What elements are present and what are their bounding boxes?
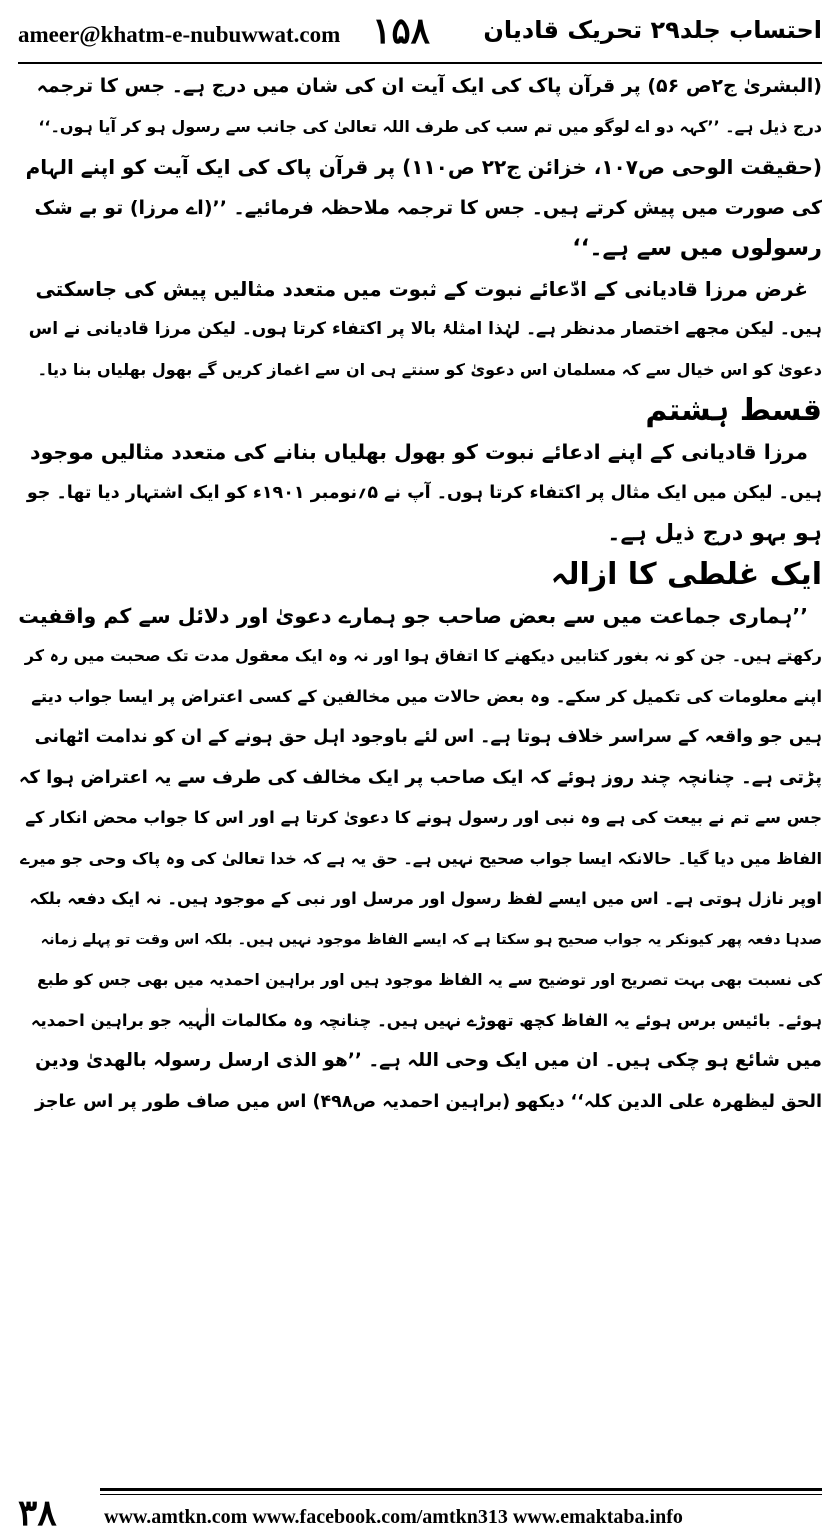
footer-page-number: ۳۸ xyxy=(18,1493,57,1533)
header-book-title: احتساب جلد۲۹ تحریک قادیان xyxy=(483,16,822,44)
section-heading: ایک غلطی کا ازالہ xyxy=(550,556,822,592)
text-line: ہیں۔ لیکن مجھے اختصار مدنظر ہے۔ لہٰذا امثلۂ بالا پر اکتفاء کرتا ہوں۔ لیکن مرزا قادیانی نے اس xyxy=(28,319,822,339)
text-line: ہیں۔ لیکن میں ایک مثال پر اکتفاء کرتا ہوں۔ آپ نے ۵؍نومبر ۱۹۰۱ء کو ایک اشتہار دیا تھا۔ جو xyxy=(26,482,822,503)
text-line: (البشریٰ ج۲ص ۵۶) پر قرآن پاک کی ایک آیت ان کی شان میں درج ہے۔ جس کا ترجمہ xyxy=(36,75,822,97)
text-line: جس سے تم نے بیعت کی ہے وہ نبی اور رسول ہونے کا دعویٰ کرتا ہے اور اس کا جواب محض انکار کے xyxy=(25,808,822,827)
text-line: اپنے معلومات کی تکمیل کر سکے۔ وہ بعض حالات میں مخالفین کے کسی اعتراض پر ایسا جواب دیتے xyxy=(31,686,822,706)
header-page-number: ۱۵۸ xyxy=(372,11,431,51)
text-line: الفاظ میں دیا گیا۔ حالانکہ ایسا جواب صحیح نہیں ہے۔ حق یہ ہے کہ خدا تعالیٰ کی وہ پاک وحی جو میرے xyxy=(20,848,822,868)
text-line: پڑتی ہے۔ چنانچہ چند روز ہوئے کہ ایک صاحب پر ایک مخالف کی طرف سے یہ اعتراض ہوا کہ xyxy=(18,766,822,788)
text-line: مرزا قادیانی کے اپنے ادعائے نبوت کو بھول بھلیاں بنانے کی متعدد مثالیں موجود xyxy=(30,440,808,464)
footer-divider-thin xyxy=(100,1494,822,1495)
header-divider xyxy=(18,62,822,64)
section-heading: قسط ہشتم xyxy=(645,393,822,428)
text-line: رسولوں میں سے ہے۔‘‘ xyxy=(572,235,822,261)
text-line: (حقیقت الوحی ص۱۰۷، خزائن ج۲۲ ص۱۱۰) پر قرآن پاک کی ایک آیت کو اپنے الہام xyxy=(25,155,822,179)
body-text xyxy=(18,66,822,1476)
text-line: رکھتے ہیں۔ جن کو نہ بغور کتابیں دیکھنے کا اتفاق ہوا اور نہ وہ ایک معقول مدت تک صحبت میں رہ کر xyxy=(24,646,822,665)
text-line: ہوئے۔ بائیس برس ہوئے یہ الفاظ کچھ تھوڑے نہیں ہیں۔ چنانچہ وہ مکالمات الٰہیہ جو براہین احمدیہ xyxy=(30,1010,822,1030)
text-line: دعویٰ کو اس خیال سے کہ مسلمان اس دعویٰ کو سنتے ہی ان سے اغماز کریں گے بھول بھلیاں بنا دیا۔ xyxy=(37,359,822,379)
text-line: ہیں جو واقعہ کے سراسر خلاف ہوتا ہے۔ اس لئے باوجود اہل حق ہونے کے ان کو ندامت اٹھانی xyxy=(34,727,822,747)
footer-divider xyxy=(100,1488,822,1491)
text-line: میں شائع ہو چکی ہیں۔ ان میں ایک وحی اللہ ہے۔ ’’ھو الذی ارسل رسولہ بالھدیٰ ودین xyxy=(35,1050,822,1071)
footer-links[interactable]: www.amtkn.com www.facebook.com/amtkn313 www.emaktaba.info xyxy=(104,1506,683,1528)
page-header xyxy=(0,0,840,62)
page-footer xyxy=(0,1484,840,1540)
text-line: غرض مرزا قادیانی کے ادّعائے نبوت کے ثبوت میں متعدد مثالیں پیش کی جاسکتی xyxy=(35,276,808,301)
text-line: کی نسبت بھی بہت تصریح اور توضیح سے یہ الفاظ موجود ہیں اور براہین احمدیہ میں بھی جس کو طبع xyxy=(37,971,822,989)
text-line: ہو بہو درج ذیل ہے۔ xyxy=(607,520,822,546)
header-email: ameer@khatm-e-nubuwwat.com xyxy=(18,22,341,47)
text-line: ’’ہماری جماعت میں سے بعض صاحب جو ہمارے دعویٰ اور دلائل سے کم واقفیت xyxy=(18,603,808,628)
text-line: درج ذیل ہے۔ ’’کہہ دو اے لوگو میں تم سب کی طرف اللہ تعالیٰ کی جانب سے رسول ہو کر آیا ہوں۔‘‘ xyxy=(38,116,822,136)
text-line: الحق لیظھرہ علی الدین کلہ‘‘ دیکھو (براہین احمدیہ ص۴۹۸) اس میں صاف طور پر اس عاجز xyxy=(34,1091,822,1112)
text-line: اوپر نازل ہوتی ہے۔ اس میں ایسے لفظ رسول اور مرسل اور نبی کے موجود ہیں۔ نہ ایک دفعہ بلکہ xyxy=(29,889,822,908)
text-line: صدہا دفعہ پھر کیونکر یہ جواب صحیح ہو سکتا ہے کہ ایسے الفاظ موجود نہیں ہیں۔ بلکہ اس وقت تو پہلے زمانہ xyxy=(40,931,822,948)
text-line: کی صورت میں پیش کرتے ہیں۔ جس کا ترجمہ ملاحظہ فرمائیے۔ ’’(اے مرزا) تو بے شک xyxy=(34,196,822,219)
